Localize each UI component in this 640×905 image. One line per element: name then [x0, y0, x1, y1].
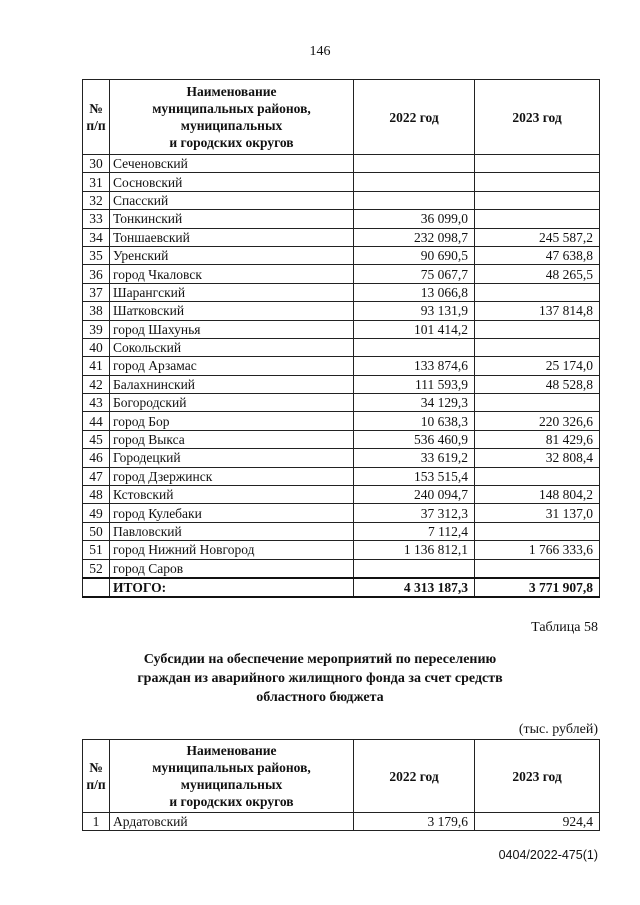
- row-number: 36: [83, 265, 110, 283]
- row-number: 39: [83, 320, 110, 338]
- row-name: Павловский: [110, 522, 354, 540]
- row-value-2023: 148 804,2: [475, 486, 600, 504]
- row-name: Кстовский: [110, 486, 354, 504]
- table-row: [83, 228, 600, 246]
- row-value-2023: 1 766 333,6: [475, 541, 600, 559]
- row-value-2023: 924,4: [475, 813, 600, 831]
- row-number: 1: [83, 813, 110, 831]
- row-value-2023: 48 528,8: [475, 375, 600, 393]
- row-number: 32: [83, 191, 110, 209]
- row-value-2022: 1 136 812,1: [354, 541, 475, 559]
- row-number: 33: [83, 210, 110, 228]
- header-name: Наименование муниципальных районов, муниципальных и городских округов: [110, 740, 354, 813]
- row-value-2022: 536 460,9: [354, 430, 475, 448]
- total-2023: 3 771 907,8: [475, 578, 600, 597]
- table-row: [83, 210, 600, 228]
- row-name: город Выкса: [110, 430, 354, 448]
- row-name: Спасский: [110, 191, 354, 209]
- table-row: [83, 265, 600, 283]
- row-value-2023: 220 326,6: [475, 412, 600, 430]
- row-number: 31: [83, 173, 110, 191]
- subsidies-table: [82, 79, 600, 598]
- table-row: [83, 191, 600, 209]
- row-value-2023: 25 174,0: [475, 357, 600, 375]
- row-number: 48: [83, 486, 110, 504]
- document-code: 0404/2022-475(1): [498, 848, 598, 862]
- row-number: 44: [83, 412, 110, 430]
- table-row: [83, 338, 600, 356]
- row-number: 42: [83, 375, 110, 393]
- header-number: № п/п: [83, 80, 110, 155]
- row-value-2022: 13 066,8: [354, 283, 475, 301]
- table-row: [83, 430, 600, 448]
- row-name: город Дзержинск: [110, 467, 354, 485]
- row-value-2023: [475, 283, 600, 301]
- row-number: 45: [83, 430, 110, 448]
- row-name: Сеченовский: [110, 155, 354, 173]
- table-row: [83, 467, 600, 485]
- table-row: [83, 412, 600, 430]
- table-body: [83, 813, 600, 831]
- row-name: Ардатовский: [110, 813, 354, 831]
- table-title: Субсидии на обеспечение мероприятий по переселению граждан из аварийного жилищного фонда за счет средств областного бюджета: [137, 652, 503, 705]
- row-name: город Арзамас: [110, 357, 354, 375]
- row-value-2023: [475, 173, 600, 191]
- total-label: ИТОГО:: [110, 578, 354, 597]
- row-value-2022: 232 098,7: [354, 228, 475, 246]
- row-number: 40: [83, 338, 110, 356]
- row-number: 46: [83, 449, 110, 467]
- row-value-2023: 47 638,8: [475, 246, 600, 264]
- row-value-2022: 37 312,3: [354, 504, 475, 522]
- row-name: Шарангский: [110, 283, 354, 301]
- row-value-2022: [354, 155, 475, 173]
- row-name: город Бор: [110, 412, 354, 430]
- row-value-2022: 36 099,0: [354, 210, 475, 228]
- row-value-2023: [475, 338, 600, 356]
- row-number: 49: [83, 504, 110, 522]
- row-value-2022: [354, 173, 475, 191]
- table-row: [83, 155, 600, 173]
- row-name: город Кулебаки: [110, 504, 354, 522]
- row-name: Уренский: [110, 246, 354, 264]
- row-number: 51: [83, 541, 110, 559]
- row-value-2023: [475, 191, 600, 209]
- table-header-row: [83, 80, 600, 155]
- row-number: 30: [83, 155, 110, 173]
- table-row: [83, 486, 600, 504]
- row-value-2023: 48 265,5: [475, 265, 600, 283]
- header-number: № п/п: [83, 740, 110, 813]
- row-name: Сокольский: [110, 338, 354, 356]
- row-name: Шатковский: [110, 302, 354, 320]
- row-value-2022: 7 112,4: [354, 522, 475, 540]
- row-value-2022: 111 593,9: [354, 375, 475, 393]
- row-name: Городецкий: [110, 449, 354, 467]
- row-value-2022: 90 690,5: [354, 246, 475, 264]
- row-name: Тоншаевский: [110, 228, 354, 246]
- table-row: [83, 541, 600, 559]
- row-value-2023: [475, 467, 600, 485]
- header-2022: 2022 год: [354, 80, 475, 155]
- row-number: 41: [83, 357, 110, 375]
- row-number: 47: [83, 467, 110, 485]
- row-number: 37: [83, 283, 110, 301]
- row-value-2023: [475, 394, 600, 412]
- row-value-2022: 34 129,3: [354, 394, 475, 412]
- table-row: [83, 357, 600, 375]
- header-2023: 2023 год: [475, 740, 600, 813]
- row-name: город Саров: [110, 559, 354, 578]
- row-number: 38: [83, 302, 110, 320]
- row-value-2023: [475, 210, 600, 228]
- row-value-2022: 93 131,9: [354, 302, 475, 320]
- row-value-2022: 3 179,6: [354, 813, 475, 831]
- header-name: Наименование муниципальных районов, муниципальных и городских округов: [110, 80, 354, 155]
- table-row: [83, 375, 600, 393]
- row-value-2022: [354, 338, 475, 356]
- row-value-2022: 240 094,7: [354, 486, 475, 504]
- row-value-2023: 81 429,6: [475, 430, 600, 448]
- row-name: Тонкинский: [110, 210, 354, 228]
- table-row: [83, 504, 600, 522]
- table-row: [83, 813, 600, 831]
- row-value-2022: 75 067,7: [354, 265, 475, 283]
- row-value-2022: 153 515,4: [354, 467, 475, 485]
- resettlement-subsidies-table: [82, 739, 600, 831]
- header-2023: 2023 год: [475, 80, 600, 155]
- row-number: 50: [83, 522, 110, 540]
- table-row: [83, 559, 600, 578]
- row-value-2022: 10 638,3: [354, 412, 475, 430]
- total-row: [83, 578, 600, 597]
- table-header-row: [83, 740, 600, 813]
- table-body: [83, 155, 600, 578]
- table-row: [83, 320, 600, 338]
- table-row: [83, 246, 600, 264]
- row-value-2023: [475, 320, 600, 338]
- row-value-2023: 137 814,8: [475, 302, 600, 320]
- total-2022: 4 313 187,3: [354, 578, 475, 597]
- row-value-2022: [354, 191, 475, 209]
- row-value-2022: 101 414,2: [354, 320, 475, 338]
- units-label: (тыс. рублей): [518, 722, 598, 737]
- table-row: [83, 302, 600, 320]
- row-value-2023: [475, 522, 600, 540]
- table-row: [83, 173, 600, 191]
- row-value-2023: 32 808,4: [475, 449, 600, 467]
- row-name: Балахнинский: [110, 375, 354, 393]
- row-name: Сосновский: [110, 173, 354, 191]
- header-2022: 2022 год: [354, 740, 475, 813]
- row-value-2023: 245 587,2: [475, 228, 600, 246]
- table-row: [83, 283, 600, 301]
- row-name: город Нижний Новгород: [110, 541, 354, 559]
- table-row: [83, 522, 600, 540]
- table-row: [83, 394, 600, 412]
- row-number: 35: [83, 246, 110, 264]
- row-value-2022: 33 619,2: [354, 449, 475, 467]
- row-number: 43: [83, 394, 110, 412]
- table-caption: Таблица 58: [531, 620, 598, 635]
- table-row: [83, 449, 600, 467]
- row-number: 52: [83, 559, 110, 578]
- row-name: Богородский: [110, 394, 354, 412]
- row-value-2023: [475, 155, 600, 173]
- row-name: город Чкаловск: [110, 265, 354, 283]
- row-value-2022: 133 874,6: [354, 357, 475, 375]
- row-value-2023: 31 137,0: [475, 504, 600, 522]
- row-number: 34: [83, 228, 110, 246]
- page-number: 146: [309, 44, 331, 59]
- total-number: [83, 578, 110, 597]
- row-value-2022: [354, 559, 475, 578]
- row-name: город Шахунья: [110, 320, 354, 338]
- row-value-2023: [475, 559, 600, 578]
